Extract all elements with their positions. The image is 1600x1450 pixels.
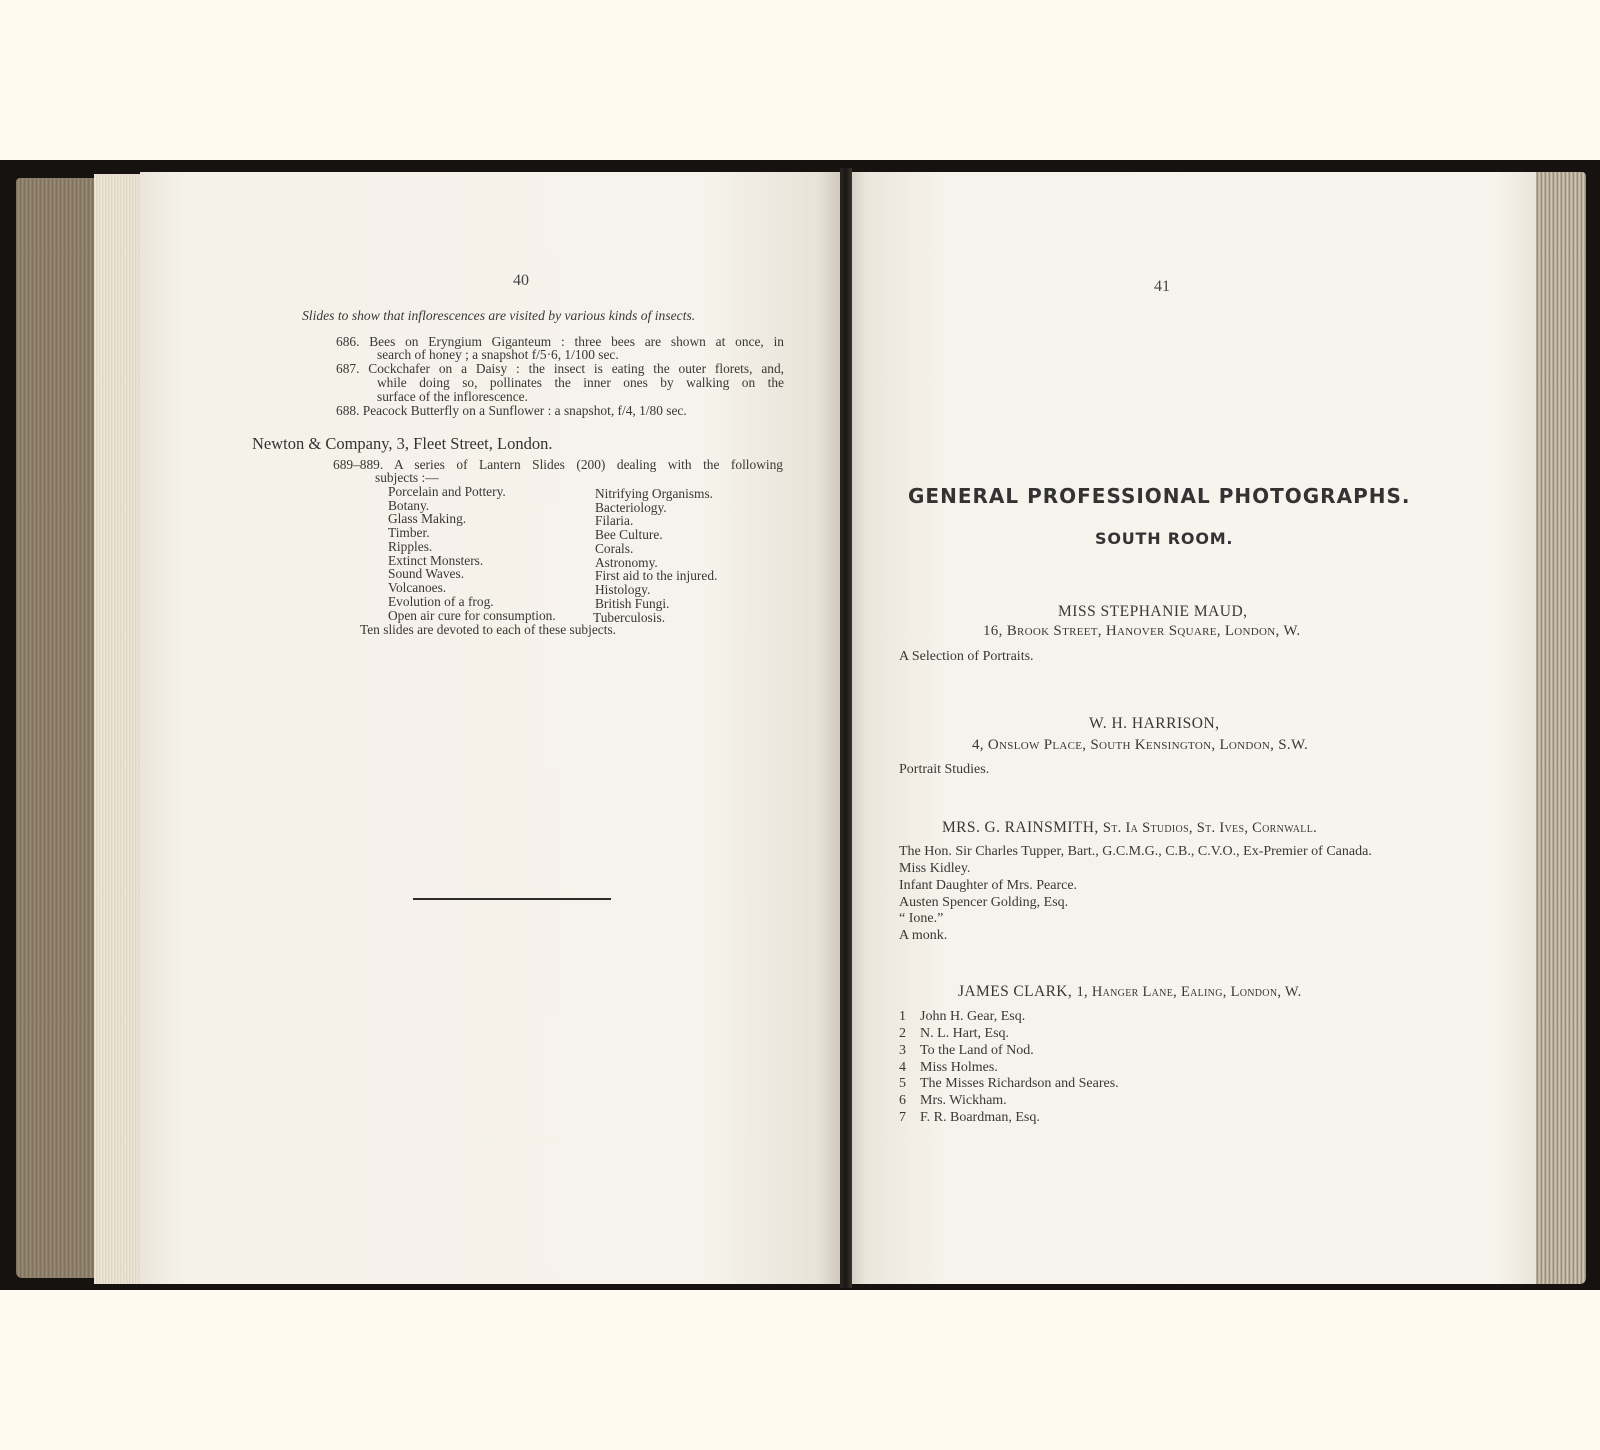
entry-687-line-3: surface of the inflorescence. (377, 389, 528, 404)
subject-item: Botany. (388, 498, 430, 513)
numbered-work-item (899, 1110, 1040, 1126)
exhibitor-address: 16, Brook Street, Hanover Square, London, W. (983, 623, 1301, 639)
subject-item: British Fungi. (595, 596, 670, 611)
closing-note: Ten slides are devoted to each of these subjects. (360, 622, 616, 637)
work-item: Portrait Studies. (899, 762, 990, 777)
book-gutter (840, 168, 852, 1288)
section-heading: GENERAL PROFESSIONAL PHOTOGRAPHS. (908, 484, 1411, 508)
subject-item: Open air cure for consumption. (388, 608, 556, 623)
subject-item: Bacteriology. (595, 500, 667, 515)
work-number: 1 (899, 1009, 906, 1024)
work-number: 7 (899, 1110, 906, 1125)
series-line-1: 689–889. A series of Lantern Slides (200) dealing with the following (333, 457, 783, 472)
room-subheading: SOUTH ROOM. (1095, 529, 1234, 548)
work-item: Miss Kidley. (899, 861, 971, 876)
work-item: Infant Daughter of Mrs. Pearce. (899, 878, 1078, 893)
work-number: 5 (899, 1076, 906, 1091)
work-title: Miss Holmes. (920, 1060, 998, 1075)
work-item: The Hon. Sir Charles Tupper, Bart., G.C.M.G., C.B., C.V.O., Ex-Premier of Canada. (899, 844, 1372, 859)
work-title: To the Land of Nod. (920, 1043, 1034, 1058)
work-item: Austen Spencer Golding, Esq. (899, 895, 1069, 910)
numbered-work-item (899, 1060, 998, 1076)
slides-intro: Slides to show that inflorescences are visited by various kinds of insects. (302, 308, 696, 323)
open-book (0, 160, 1600, 1290)
entry-687-line-2: while doing so, pollinates the inner ones by walking on the (377, 375, 784, 390)
subject-item: Evolution of a frog. (388, 594, 494, 609)
work-item: A Selection of Portraits. (899, 649, 1034, 664)
work-item: “ Ione.” (899, 911, 944, 926)
exhibitor-name-line (942, 819, 1317, 837)
entry-687-line-1: 687. Cockchafer on a Daisy : the insect is eating the outer florets, and, (336, 361, 784, 376)
numbered-work-item (899, 1009, 1025, 1025)
work-title: Mrs. Wickham. (920, 1093, 1007, 1108)
numbered-work-item (899, 1093, 1007, 1109)
exhibitor-name-line (958, 983, 1302, 1001)
section-end-rule (413, 898, 611, 900)
subject-item: First aid to the injured. (595, 568, 718, 583)
subject-item: Extinct Monsters. (388, 553, 484, 568)
work-title: John H. Gear, Esq. (920, 1009, 1026, 1024)
subject-item: Sound Waves. (388, 566, 465, 581)
subject-item: Porcelain and Pottery. (388, 484, 506, 499)
exhibitor-name: W. H. HARRISON, (1089, 715, 1220, 732)
entry-688: 688. Peacock Butterfly on a Sunflower : a snapshot, f/4, 1/80 sec. (336, 403, 687, 418)
page-number-left: 40 (513, 272, 529, 289)
exhibitor-address: St. Ia Studios, St. Ives, Cornwall. (1102, 820, 1318, 836)
exhibitor-newton: Newton & Company, 3, Fleet Street, London. (252, 434, 553, 453)
subject-item: Glass Making. (388, 511, 467, 526)
subject-item: Corals. (595, 541, 634, 556)
numbered-work-item (899, 1043, 1034, 1059)
work-number: 2 (899, 1026, 906, 1041)
numbered-work-item (899, 1076, 1119, 1092)
work-title: N. L. Hart, Esq. (920, 1026, 1010, 1041)
exhibitor-address: 4, Onslow Place, South Kensington, London, S.W. (972, 737, 1309, 753)
subject-item: Histology. (595, 582, 651, 597)
entry-686-line-2: search of honey ; a snapshot f/5·6, 1/100 sec. (377, 347, 619, 362)
subject-item: Tuberculosis. (593, 610, 666, 625)
subject-item: Nitrifying Organisms. (595, 486, 714, 501)
subject-item: Timber. (388, 525, 430, 540)
page-edges-right (1530, 172, 1586, 1284)
exhibitor-address: 1, Hanger Lane, Ealing, London, W. (1076, 984, 1302, 1000)
work-number: 4 (899, 1060, 906, 1075)
work-item: A monk. (899, 928, 948, 943)
subject-item: Ripples. (388, 539, 433, 554)
work-title: F. R. Boardman, Esq. (920, 1110, 1040, 1125)
work-title: The Misses Richardson and Seares. (920, 1076, 1119, 1091)
work-number: 6 (899, 1093, 906, 1108)
work-number: 3 (899, 1043, 906, 1058)
numbered-work-item (899, 1026, 1009, 1042)
subject-item: Volcanoes. (388, 580, 447, 595)
subject-item: Bee Culture. (595, 527, 663, 542)
subject-item: Filaria. (595, 513, 634, 528)
series-line-2: subjects :— (375, 470, 439, 485)
page-number-right: 41 (1154, 278, 1170, 295)
exhibitor-name: MRS. G. RAINSMITH, (942, 819, 1099, 836)
exhibitor-name: JAMES CLARK, (958, 983, 1073, 1000)
exhibitor-name: MISS STEPHANIE MAUD, (1058, 603, 1248, 620)
entry-686-line-1: 686. Bees on Eryngium Giganteum : three bees are shown at once, in (336, 334, 784, 349)
subject-item: Astronomy. (595, 555, 658, 570)
